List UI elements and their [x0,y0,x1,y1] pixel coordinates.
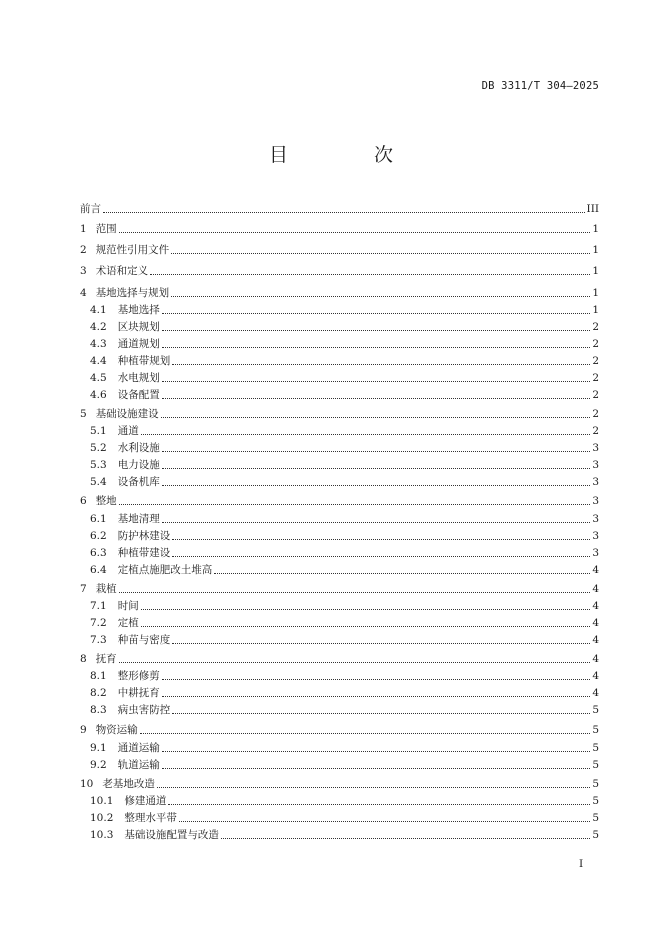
toc-entry[interactable] [90,701,599,717]
toc-entry-number: 6 [80,495,87,507]
toc-dot-leader [221,837,590,839]
toc-entry-label: 通道 [117,425,139,437]
toc-entry-number: 9 [80,724,87,736]
toc-entry[interactable] [90,422,599,438]
toc-entry-page: 4 [592,653,599,665]
toc-entry-label: 通道运输 [117,742,160,754]
toc-entry-label: 时间 [117,600,139,612]
toc-entry[interactable] [90,826,599,842]
toc-dot-leader [162,750,591,752]
toc-dot-leader [140,732,591,734]
toc-dot-leader [162,380,591,382]
toc-dot-leader [171,295,590,297]
toc-entry-page: 2 [592,338,599,350]
toc-entry[interactable] [90,614,599,630]
toc-entry-label: 术语和定义 [95,265,149,277]
toc-entry-number: 8.2 [90,687,107,699]
toc-entry[interactable] [80,650,599,666]
toc-entry[interactable] [90,809,599,825]
toc-entry-label: 基地清理 [117,513,160,525]
toc-entry-page: 5 [592,742,599,754]
toc-entry[interactable] [90,684,599,700]
toc-entry-number: 7 [80,583,87,595]
toc-entry[interactable] [90,456,599,472]
toc-entry-page: 4 [592,583,599,595]
toc-entry-number: 6.3 [90,547,107,559]
toc-entry-page: 5 [592,704,599,716]
toc-entry-label: 基础设施建设 [95,408,159,420]
toc-entry[interactable] [80,200,599,216]
toc-entry-page: 5 [592,778,599,790]
toc-entry-label: 水电规划 [117,372,160,384]
toc-entry-page: 2 [592,321,599,333]
toc-entry-number: 5.3 [90,459,107,471]
toc-entry[interactable] [90,756,599,772]
toc-dot-leader [162,397,591,399]
toc-dot-leader [214,572,590,574]
toc-entry-number: 3 [80,265,87,277]
toc-entry-label: 设备配置 [117,389,160,401]
toc-entry-number: 4.1 [90,304,107,316]
document-code: DB 3311/T 304—2025 [481,80,599,92]
toc-dot-leader [162,678,591,680]
toc-entry[interactable] [90,510,599,526]
toc-entry-label: 范围 [95,223,117,235]
toc-entry-number: 7.2 [90,617,107,629]
toc-entry-number: 9.1 [90,742,107,754]
toc-entry-page: 3 [592,495,599,507]
toc-entry-page: 3 [592,442,599,454]
toc-entry-number: 6.1 [90,513,107,525]
toc-entry[interactable] [90,318,599,334]
toc-entry-number: 7.1 [90,600,107,612]
toc-entry-label: 轨道运输 [117,759,160,771]
toc-dot-leader [119,503,591,505]
toc-entry-number: 4.3 [90,338,107,350]
toc-entry-label: 水利设施 [117,442,160,454]
toc-entry-page: 1 [592,223,599,235]
toc-entry-number: 4 [80,287,87,299]
toc-dot-leader [141,608,591,610]
toc-entry-page: 3 [592,547,599,559]
toc-entry-page: 4 [592,687,599,699]
toc-title: 目 次 [268,144,434,166]
toc-entry-page: 4 [592,564,599,576]
toc-entry-label: 设备机库 [117,476,160,488]
page-number: I [579,858,584,870]
toc-entry-label: 定植 [117,617,139,629]
toc-entry-page: 1 [592,287,599,299]
toc-entry-page: 4 [592,670,599,682]
toc-entry-number: 4.5 [90,372,107,384]
toc-entry-label: 规范性引用文件 [95,244,170,256]
toc-entry-label: 老基地改造 [102,778,155,790]
toc-entry-page: 2 [592,408,599,420]
toc-entry[interactable] [90,352,599,368]
toc-dot-leader [141,625,591,627]
toc-entry[interactable] [90,386,599,402]
toc-dot-leader [119,231,591,233]
toc-entry-page: 3 [592,530,599,542]
toc-dot-leader [172,642,590,644]
toc-entry[interactable] [80,220,599,236]
toc-dot-leader [150,273,590,275]
toc-entry[interactable] [80,580,599,596]
toc-entry[interactable] [80,721,599,737]
toc-entry-label: 整形修剪 [117,670,160,682]
toc-dot-leader [162,695,591,697]
toc-entry-page: 2 [592,372,599,384]
toc-entry-page: 1 [592,265,599,277]
toc-entry[interactable] [90,561,599,577]
toc-dot-leader [157,786,590,788]
toc-entry-number: 5 [80,408,87,420]
toc-entry-number: 9.2 [90,759,107,771]
toc-dot-leader [172,363,590,365]
toc-entry[interactable] [90,631,599,647]
toc-dot-leader [162,467,591,469]
toc-entry-page: 5 [592,724,599,736]
toc-dot-leader [103,211,585,213]
toc-entry-number: 10.2 [90,812,114,824]
toc-entry-number: 2 [80,244,87,256]
toc-entry[interactable] [90,335,599,351]
toc-entry-label: 物资运输 [95,724,138,736]
toc-entry-label: 基地选择 [117,304,160,316]
toc-entry[interactable] [90,544,599,560]
toc-entry-page: 2 [592,389,599,401]
toc-entry-number: 5.4 [90,476,107,488]
toc-entry-label: 中耕抚育 [117,687,160,699]
toc-dot-leader [162,767,591,769]
toc-entry-page: 5 [592,829,599,841]
toc-entry-number: 8.1 [90,670,107,682]
toc-dot-leader [162,521,591,523]
toc-entry-label: 种苗与密度 [117,634,171,646]
toc-entry-label: 病虫害防控 [117,704,171,716]
toc-entry[interactable] [90,527,599,543]
toc-dot-leader [172,538,590,540]
toc-entry[interactable] [80,241,599,257]
toc-entry-number: 4.2 [90,321,107,333]
toc-entry-page: 5 [592,812,599,824]
toc-entry[interactable] [90,597,599,613]
toc-entry-number: 10 [80,778,94,790]
toc-dot-leader [141,433,591,435]
toc-dot-leader [162,484,591,486]
toc-entry-page: 5 [592,759,599,771]
toc-entry-number: 6.2 [90,530,107,542]
toc-entry-label: 种植带规划 [117,355,171,367]
toc-dot-leader [162,329,591,331]
toc-entry-number: 5.1 [90,425,107,437]
toc-entry-number: 8.3 [90,704,107,716]
toc-entry-label: 修建通道 [124,795,167,807]
toc-entry[interactable] [90,369,599,385]
toc-entry-page: 3 [592,459,599,471]
toc-entry-label: 种植带建设 [117,547,171,559]
toc-entry-number: 1 [80,223,87,235]
toc-entry-page: 4 [592,600,599,612]
toc-entry-page: 4 [592,617,599,629]
toc-entry-page: 2 [592,425,599,437]
toc-entry-page: 1 [592,244,599,256]
toc-entry-number: 10.1 [90,795,114,807]
toc-entry-label: 前言 [80,203,101,215]
toc-dot-leader [161,416,591,418]
toc-entry-label: 整地 [95,495,117,507]
toc-entry-label: 基地选择与规划 [95,287,170,299]
toc-entry[interactable] [90,301,599,317]
toc-dot-leader [172,555,590,557]
toc-entry-page: 3 [592,476,599,488]
toc-entry[interactable] [80,492,599,508]
toc-dot-leader [171,252,590,254]
toc-entry-page: 1 [592,304,599,316]
toc-entry[interactable] [80,405,599,421]
toc-entry-label: 抚育 [95,653,117,665]
toc-entry-label: 整理水平带 [124,812,177,824]
toc-entry[interactable] [90,792,599,808]
toc-entry-number: 6.4 [90,564,107,576]
toc-entry[interactable] [90,473,599,489]
toc-entry-label: 定植点施肥改土堆高 [117,564,213,576]
toc-entry[interactable] [90,439,599,455]
toc-entry[interactable] [80,262,599,278]
toc-entry-number: 10.3 [90,829,114,841]
toc-entry[interactable] [90,667,599,683]
toc-entry-label: 栽植 [95,583,117,595]
toc-entry-label: 区块规划 [117,321,160,333]
toc-entry-number: 4.4 [90,355,107,367]
toc-entry-page: III [586,203,599,215]
toc-dot-leader [172,712,590,714]
toc-entry[interactable] [80,775,599,791]
toc-entry-number: 8 [80,653,87,665]
toc-dot-leader [162,450,591,452]
toc-dot-leader [179,820,590,822]
toc-entry-page: 5 [592,795,599,807]
toc-entry-label: 通道规划 [117,338,160,350]
toc-entry-label: 电力设施 [117,459,160,471]
toc-dot-leader [162,346,591,348]
toc-entry-number: 7.3 [90,634,107,646]
toc-dot-leader [119,661,591,663]
toc-entry-number: 4.6 [90,389,107,401]
toc-dot-leader [119,591,591,593]
toc-dot-leader [168,803,590,805]
toc-entry[interactable] [80,284,599,300]
toc-dot-leader [162,312,591,314]
toc-entry-label: 基础设施配置与改造 [124,829,219,841]
toc-entry-page: 4 [592,634,599,646]
toc-entry-page: 2 [592,355,599,367]
toc-entry-number: 5.2 [90,442,107,454]
toc-entry[interactable] [90,739,599,755]
toc-entry-label: 防护林建设 [117,530,171,542]
toc-entry-page: 3 [592,513,599,525]
